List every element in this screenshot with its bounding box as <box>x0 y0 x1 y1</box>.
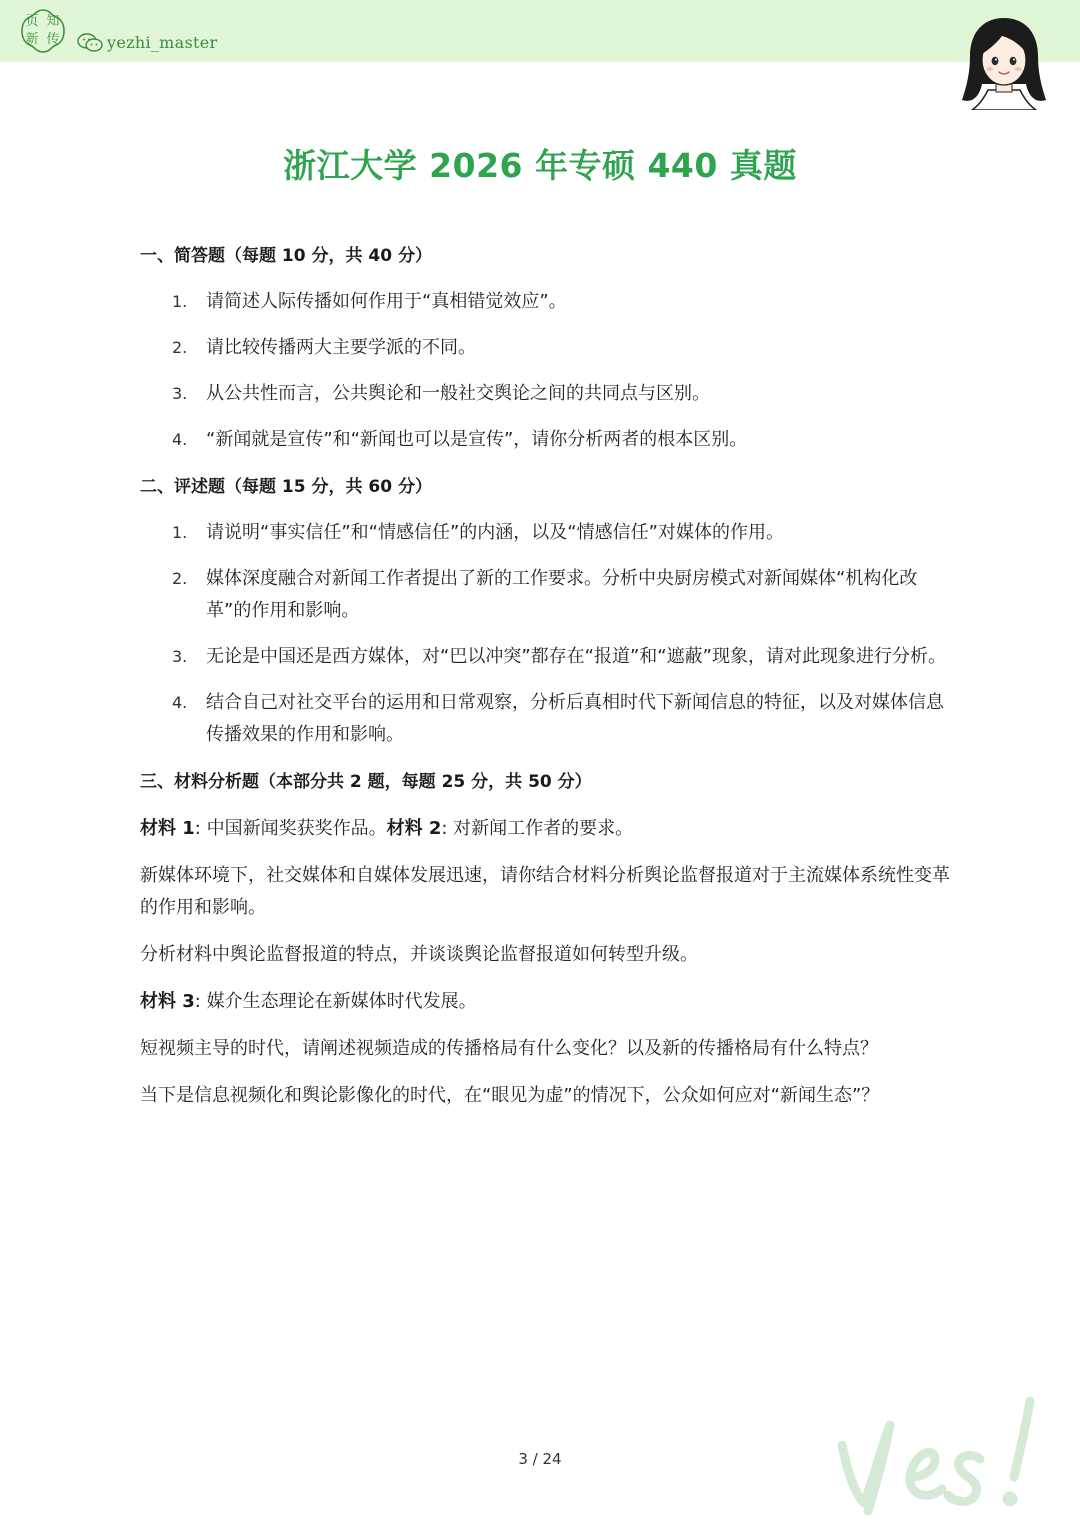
material-text: : 对新闻工作者的要求。 <box>441 818 634 839</box>
question-text: 从公共性而言，公共舆论和一般社交舆论之间的共同点与区别。 <box>206 383 710 404</box>
question-item <box>140 687 960 751</box>
question-text: “新闻就是宣传”和“新闻也可以是宣传”，请你分析两者的根本区别。 <box>206 429 748 450</box>
question-text: 请比较传播两大主要学派的不同。 <box>206 337 476 358</box>
question-number: 1. <box>172 523 188 542</box>
logo-char: 传 <box>46 32 60 47</box>
material-label: 材料 1 <box>140 818 195 839</box>
question-number: 1. <box>172 292 188 311</box>
question-paragraph: 当下是信息视频化和舆论影像化的时代，在“眼见为虚”的情况下，公众如何应对“新闻生态”？ <box>140 1085 880 1106</box>
wechat-id: yezhi_master <box>107 33 218 52</box>
question-item <box>140 378 960 410</box>
material-line <box>140 813 960 845</box>
material-text: : 中国新闻奖获奖作品。 <box>194 818 387 839</box>
section-heading: 二、评述题（每题 15 分，共 60 分） <box>140 477 432 497</box>
wechat-icon <box>77 33 103 53</box>
section-heading: 三、材料分析题（本部分共 2 题，每题 25 分，共 50 分） <box>140 772 592 792</box>
question-item <box>140 641 960 673</box>
document-body <box>140 240 960 1112</box>
question-text: 请简述人际传播如何作用于“真相错觉效应”。 <box>206 291 567 312</box>
question-number: 2. <box>172 569 188 588</box>
question-paragraph: 新媒体环境下，社交媒体和自媒体发展迅速，请你结合材料分析舆论监督报道对于主流媒体系统性变革的作用和影响。 <box>140 865 950 918</box>
question-item <box>140 286 960 318</box>
logo-char: 页 <box>25 14 39 29</box>
brand-logo <box>20 8 66 54</box>
page-number: 3 / 24 <box>518 1450 562 1468</box>
material-text: : 媒介生态理论在新媒体时代发展。 <box>194 991 477 1012</box>
question-item <box>140 424 960 456</box>
header-bar <box>0 0 1080 62</box>
question-text: 媒体深度融合对新闻工作者提出了新的工作要求。分析中央厨房模式对新闻媒体“机构化改革”的作用和影响。 <box>206 568 918 621</box>
question-text: 无论是中国还是西方媒体，对“巴以冲突”都存在“报道”和“遮蔽”现象，请对此现象进行分析。 <box>206 646 946 667</box>
material-line <box>140 986 960 1018</box>
section-heading: 一、简答题（每题 10 分，共 40 分） <box>140 246 432 266</box>
question-number: 4. <box>172 430 188 449</box>
question-number: 4. <box>172 693 188 712</box>
page-title: 浙江大学 2026 年专硕 440 真题 <box>283 146 797 185</box>
avatar-icon <box>958 14 1050 110</box>
question-item <box>140 563 960 627</box>
question-text: 结合自己对社交平台的运用和日常观察，分析后真相时代下新闻信息的特征，以及对媒体信息传播效果的作用和影响。 <box>206 692 944 745</box>
question-number: 3. <box>172 647 188 666</box>
question-text: 请说明“事实信任”和“情感信任”的内涵，以及“情感信任”对媒体的作用。 <box>206 522 784 543</box>
question-item <box>140 517 960 549</box>
material-label: 材料 2 <box>386 818 442 839</box>
material-label: 材料 3 <box>140 991 195 1012</box>
question-number: 3. <box>172 384 188 403</box>
question-number: 2. <box>172 338 188 357</box>
logo-char: 新 <box>25 32 39 47</box>
logo-char: 知 <box>46 14 60 29</box>
yes-watermark <box>830 1385 1050 1515</box>
question-paragraph: 短视频主导的时代，请阐述视频造成的传播格局有什么变化？以及新的传播格局有什么特点？ <box>140 1038 878 1059</box>
question-paragraph: 分析材料中舆论监督报道的特点，并谈谈舆论监督报道如何转型升级。 <box>140 944 698 965</box>
question-item <box>140 332 960 364</box>
